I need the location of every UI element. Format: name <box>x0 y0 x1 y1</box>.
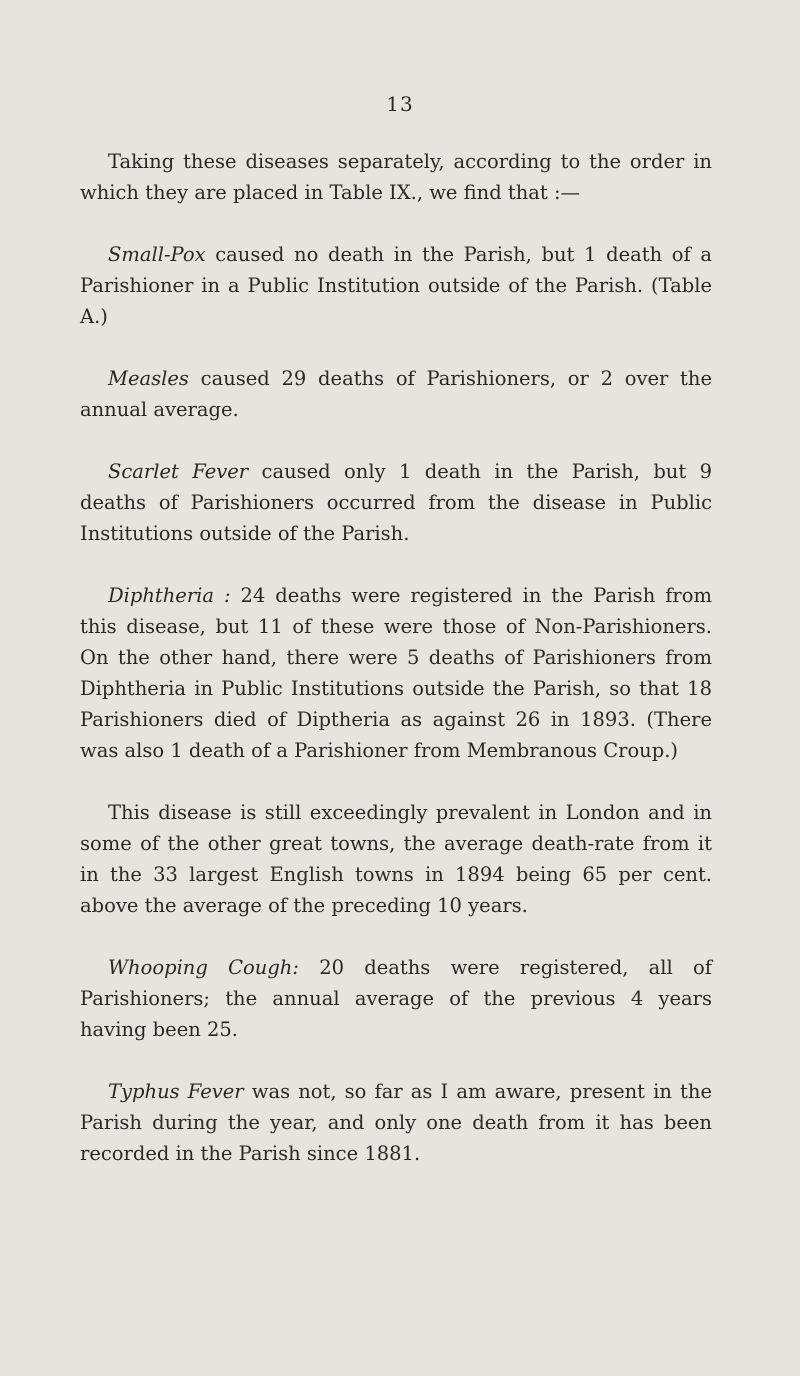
paragraph-text: caused 29 deaths of Parishioners, or 2 over the annual average. <box>80 367 712 421</box>
paragraph-typhus-fever <box>80 1076 712 1169</box>
disease-term: Typhus Fever <box>108 1080 244 1103</box>
disease-term: Whooping Cough: <box>108 956 299 979</box>
paragraph-diphtheria <box>80 580 712 766</box>
disease-term: Small-Pox <box>108 243 206 266</box>
paragraph-text: 20 deaths were registered, all of Parishioners; the annual average of the previous 4 years having been 25. <box>80 956 712 1041</box>
paragraph-small-pox <box>80 239 712 332</box>
disease-term: Measles <box>108 367 189 390</box>
document-body <box>80 146 712 1200</box>
paragraph-intro <box>80 146 712 208</box>
disease-term: Scarlet Fever <box>108 460 249 483</box>
paragraph-measles <box>80 363 712 425</box>
page-number: 13 <box>386 92 414 116</box>
disease-term: Diphtheria : <box>108 584 231 607</box>
paragraph-text: This disease is still exceedingly prevalent in London and in some of the other great towns, the average death-rate from it in the 33 largest English towns in 1894 being 65 per cent. above the average of the preceding 10 years. <box>80 801 712 917</box>
paragraph-text: caused only 1 death in the Parish, but 9 deaths of Parishioners occurred from the disease in Public Institutions outside of the Parish. <box>80 460 712 545</box>
paragraph-scarlet-fever <box>80 456 712 549</box>
paragraph-text: caused no death in the Parish, but 1 death of a Parishioner in a Public Institution outside of the Parish. (Table A.) <box>80 243 712 328</box>
paragraph-prevalence <box>80 797 712 921</box>
paragraph-text: 24 deaths were registered in the Parish from this disease, but 11 of these were those of Non-Parishioners. On the other hand, there were 5 deaths of Parishioners from Diphtheria in Public Institutions outside the Parish, so that 18 Parishioners died of Diptheria as against 26 in 1893. (There was also 1 death of a Parishioner from Membranous Croup.) <box>80 584 712 762</box>
paragraph-text: was not, so far as I am aware, present in the Parish during the year, and only one death from it has been recorded in the Parish since 1881. <box>80 1080 712 1165</box>
paragraph-text: Taking these diseases separately, according to the order in which they are placed in Table IX., we find that :— <box>80 150 712 204</box>
paragraph-whooping-cough <box>80 952 712 1045</box>
